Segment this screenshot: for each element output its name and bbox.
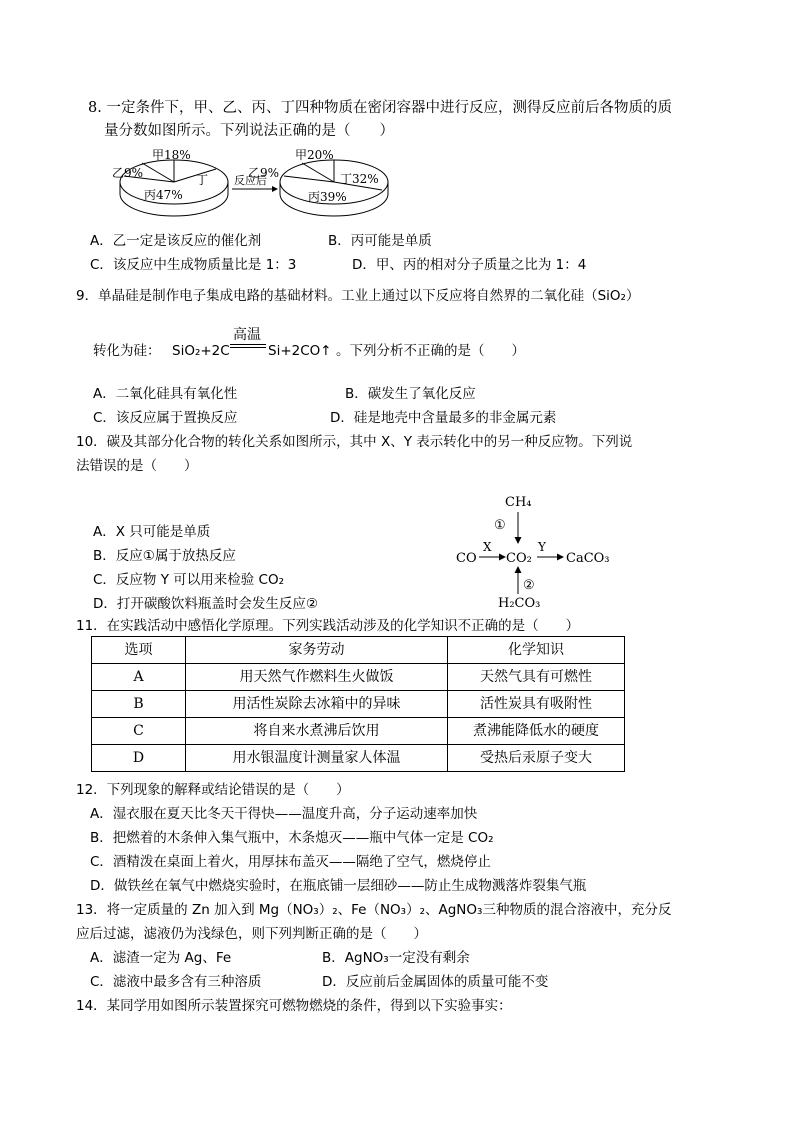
co2-label: CO₂	[506, 551, 532, 566]
q8-option-c: C．该反应中生成物质量比是 1：3	[90, 257, 297, 273]
before-ding-label: 丁	[196, 173, 209, 187]
q13-option-c: C．滤液中最多含有三种溶质	[90, 974, 262, 990]
table-cell: C	[92, 718, 186, 745]
q9-equation-line-bottom	[230, 347, 266, 348]
ch4-label: CH₄	[505, 495, 532, 510]
before-jia-label: 甲18%	[152, 148, 191, 162]
table-cell: D	[92, 745, 186, 772]
q9-stem-line1: 9．单晶硅是制作电子集成电路的基础材料。工业上通过以下反应将自然界的二氧化硅（SiO₂）	[76, 288, 640, 304]
q10-option-a: A．X 只可能是单质	[93, 524, 211, 540]
arrow-label: 反应后	[234, 174, 267, 187]
q11-table	[91, 636, 625, 772]
h2co3-label: H₂CO₃	[498, 596, 541, 611]
q12-option-d: D．做铁丝在氧气中燃烧实验时，在瓶底铺一层细砂——防止生成物溅落炸裂集气瓶	[90, 878, 587, 894]
table-cell: B	[92, 691, 186, 718]
table-cell: 用水银温度计测量家人体温	[186, 745, 448, 772]
table-header-row	[92, 637, 625, 664]
arrow-right-icon	[557, 554, 564, 561]
table-header-cell: 选项	[92, 637, 186, 664]
table-cell: 受热后汞原子变大	[448, 745, 625, 772]
y-label: Y	[538, 540, 546, 554]
q10-option-b: B．反应①属于放热反应	[93, 548, 236, 564]
after-bing-label: 丙39%	[308, 190, 347, 204]
q13-option-a: A．滤渣一定为 Ag、Fe	[90, 950, 232, 966]
co-label: CO	[456, 551, 477, 566]
q13-option-b: B．AgNO₃一定没有剩余	[322, 950, 470, 966]
table-row	[92, 691, 625, 718]
q10-option-d: D．打开碳酸饮料瓶盖时会发生反应②	[93, 596, 318, 612]
table-cell: 用天然气作燃料生火做饭	[186, 664, 448, 691]
arrow-down-icon	[515, 537, 522, 544]
q12-option-a: A．湿衣服在夏天比冬天干得快——温度升高，分子运动速率加快	[90, 806, 478, 822]
q8-option-b: B．丙可能是单质	[328, 233, 432, 249]
q14-stem: 14．某同学用如图所示装置探究可燃物燃烧的条件，得到以下实验事实：	[76, 998, 512, 1014]
q10-stem-line1: 10．碳及其部分化合物的转化关系如图所示，其中 X、Y 表示转化中的另一种反应物。下列说	[76, 434, 633, 450]
q10-carbon-diagram	[452, 490, 622, 614]
q8-option-a: A．乙一定是该反应的催化剂	[90, 233, 262, 249]
arrow-right-icon	[499, 554, 506, 561]
table-cell: 天然气具有可燃性	[448, 664, 625, 691]
q8-stem-line2: 量分数如图所示。下列说法正确的是（ ）	[104, 123, 394, 139]
q10-stem-line2: 法错误的是（ ）	[76, 458, 198, 474]
q8-pie-diagram	[112, 142, 402, 226]
caco3-label: CaCO₃	[566, 551, 610, 566]
q9-option-c: C．该反应属于置换反应	[93, 410, 238, 426]
before-bing-label: 丙47%	[144, 188, 183, 202]
q12-option-c: C．酒精泼在桌面上着火，用厚抹布盖灭——隔绝了空气，燃烧停止	[90, 854, 491, 870]
reaction-2-label: ②	[523, 578, 535, 593]
q9-option-b: B．碳发生了氧化反应	[345, 386, 476, 402]
q9-option-d: D．硅是地壳中含量最多的非金属元素	[330, 410, 557, 426]
q9-equation-prefix: 转化为硅：	[93, 343, 161, 359]
x-label: X	[483, 540, 492, 554]
q13-option-d: D．反应前后金属固体的质量可能不变	[322, 974, 549, 990]
before-pie-chart	[112, 148, 228, 216]
table-cell: 活性炭具有吸附性	[448, 691, 625, 718]
q13-stem-line1: 13．将一定质量的 Zn 加入到 Mg（NO₃）₂、Fe（NO₃）₂、AgNO₃三种物质的混合溶液中，充分反	[76, 902, 672, 918]
table-cell: 用活性炭除去冰箱中的异味	[186, 691, 448, 718]
after-ding-label: 丁32%	[340, 172, 379, 186]
q9-option-a: A．二氧化硅具有氧化性	[93, 386, 238, 402]
q8-option-d: D．甲、丙的相对分子质量之比为 1：4	[352, 257, 587, 273]
table-cell: 煮沸能降低水的硬度	[448, 718, 625, 745]
after-pie-chart	[248, 148, 388, 216]
q12-option-b: B．把燃着的木条伸入集气瓶中，木条熄灭——瓶中气体一定是 CO₂	[90, 830, 494, 846]
q8-stem-line1: 8. 一定条件下，甲、乙、丙、丁四种物质在密闭容器中进行反应，测得反应前后各物质的质	[88, 100, 672, 116]
q13-stem-line2: 应后过滤，滤液仍为浅绿色，则下列判断正确的是（ ）	[76, 926, 427, 942]
before-yi-label: 乙9%	[112, 166, 144, 180]
q12-stem: 12．下列现象的解释或结论错误的是（ ）	[76, 782, 350, 798]
q9-equation-condition: 高温	[233, 327, 261, 343]
q9-equation-line-top	[230, 344, 266, 345]
q11-stem: 11．在实践活动中感悟化学原理。下列实践活动涉及的化学知识不正确的是（ ）	[76, 618, 580, 634]
after-yi-label: 乙9%	[248, 166, 280, 180]
after-jia-label: 甲20%	[295, 148, 334, 162]
table-header-cell: 化学知识	[448, 637, 625, 664]
table-header-cell: 家务劳动	[186, 637, 448, 664]
q9-equation-right: Si+2CO↑	[268, 343, 332, 359]
q9-equation-suffix: 。下列分析不正确的是（ ）	[336, 343, 525, 359]
table-cell: A	[92, 664, 186, 691]
reaction-1-label: ①	[494, 518, 506, 533]
table-row	[92, 745, 625, 772]
table-row	[92, 718, 625, 745]
table-row	[92, 664, 625, 691]
table-cell: 将自来水煮沸后饮用	[186, 718, 448, 745]
arrow-up-icon	[515, 566, 522, 573]
q10-option-c: C．反应物 Y 可以用来检验 CO₂	[93, 572, 285, 588]
q9-equation-left: SiO₂+2C	[172, 343, 230, 359]
